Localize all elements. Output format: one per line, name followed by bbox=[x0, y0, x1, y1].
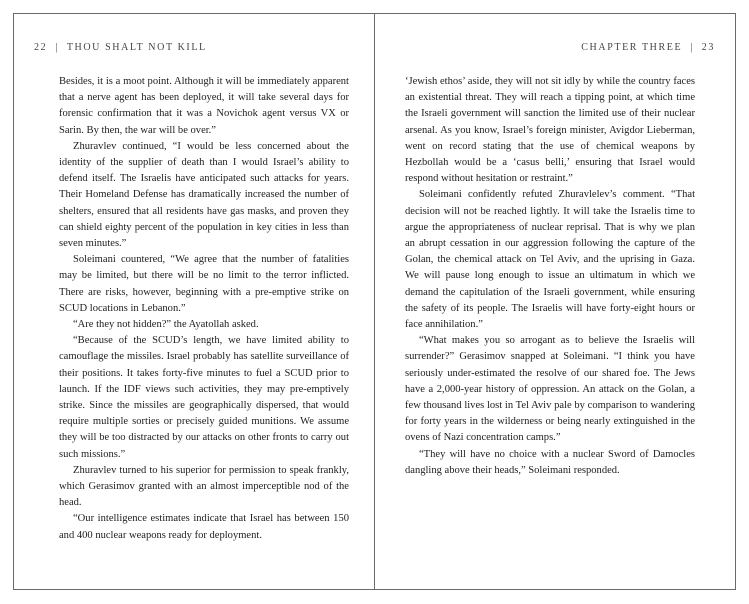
paragraph: “Because of the SCUD’s length, we have limited ability to camouflage the missiles. Israel probably has satellite surveillance of their positions. It takes forty-five minutes to fuel a SCUD prior to launch. If the IDF views such activities, they may pre-emptively strike. Since the missiles are geographically dispersed, that would require multiple sorties or precisely guided munitions. We assume they will be too distracted by our attacks on other fronts to carry out such missions.” bbox=[59, 335, 349, 460]
chapter-title: CHAPTER THREE bbox=[581, 42, 683, 53]
left-body-text bbox=[59, 74, 349, 544]
book-title: THOU SHALT NOT KILL bbox=[66, 42, 207, 53]
paragraph: Zhuravlev turned to his superior for permission to speak frankly, which Gerasimov granted with an almost imperceptible nod of the head. bbox=[59, 464, 349, 509]
paragraph: “What makes you so arrogant as to believe the Israelis will surrender?” Gerasimov snapped at Soleimani. “I think you have seriously under-estimated the resolve of our shared foe. The Jews have a 2,000-year history of oppression. An attack on the Golan, a few thousand lives lost in Tel Aviv pale by comparison to wandering for forty years in the wilderness or being nearly extinguished in the ovens of Nazi concentration camps.” bbox=[405, 335, 695, 444]
paragraph: Zhuravlev continued, “I would be less concerned about the identity of the supplier of death than I would Israel’s ability to defend itself. The Israelis have anticipated such attacks for years. Their Homeland Defense has dramatically increased the number of shelters, ensured that all residents have gas masks, and proven they can shield eighty percent of the population in key cities in less than seven minutes.” bbox=[59, 140, 349, 250]
paragraph: “Our intelligence estimates indicate that Israel has between 150 and 400 nuclear weapons ready for deployment. bbox=[59, 513, 349, 541]
separator: | bbox=[690, 42, 694, 53]
right-body-text bbox=[405, 74, 695, 479]
paragraph: Besides, it is a moot point. Although it will be immediately apparent that a nerve agent has been deployed, it will take several days for forensic confirmation that it was a Novichok agent versus VX or Sarin. By then, the war will be over.” bbox=[59, 76, 349, 136]
page-number: 22 bbox=[34, 42, 48, 53]
page-number: 23 bbox=[701, 42, 715, 53]
left-running-head bbox=[34, 42, 207, 53]
paragraph: “Are they not hidden?” the Ayatollah asked. bbox=[73, 319, 259, 331]
right-running-head bbox=[581, 42, 715, 53]
book-spread bbox=[13, 13, 736, 590]
paragraph: Soleimani confidently refuted Zhuravlelev’s comment. “That decision will not be reached lightly. It will take the Israelis time to argue the appropriateness of nuclear reprisal. That is why we plan an abrupt cessation in our aggression following the capture of the Golan, the chemical attack on Tel Aviv, and the uprising in Gaza. We will pause long enough to issue an ultimatum in which we demand the capitulation of the Israeli government, while ensuring the safety of its people. The Israelis will have forty-eight hours or face annihilation.” bbox=[405, 189, 695, 331]
paragraph: “They will have no choice with a nuclear Sword of Damocles dangling above their heads,” Soleimani responded. bbox=[405, 448, 695, 476]
right-page bbox=[374, 13, 736, 590]
paragraph: ‘Jewish ethos’ aside, they will not sit idly by while the country faces an existential threat. They will reach a tipping point, at which time the Israeli government will sanction the limited use of their nuclear arsenal. As you know, Israel’s foreign minister, Avigdor Lieberman, went on record stating that the use of chemical weapons by Hezbollah would be a ‘casus belli,’ ensuring that Israel would respond without hesitation or restraint.” bbox=[405, 76, 695, 185]
left-page bbox=[13, 13, 375, 590]
paragraph: Soleimani countered, “We agree that the number of fatalities may be limited, but there will be no limit to the terror inflicted. There are risks, however, beginning with a pre-emptive strike on SCUD locations in Lebanon.” bbox=[59, 254, 349, 314]
separator: | bbox=[55, 42, 59, 53]
